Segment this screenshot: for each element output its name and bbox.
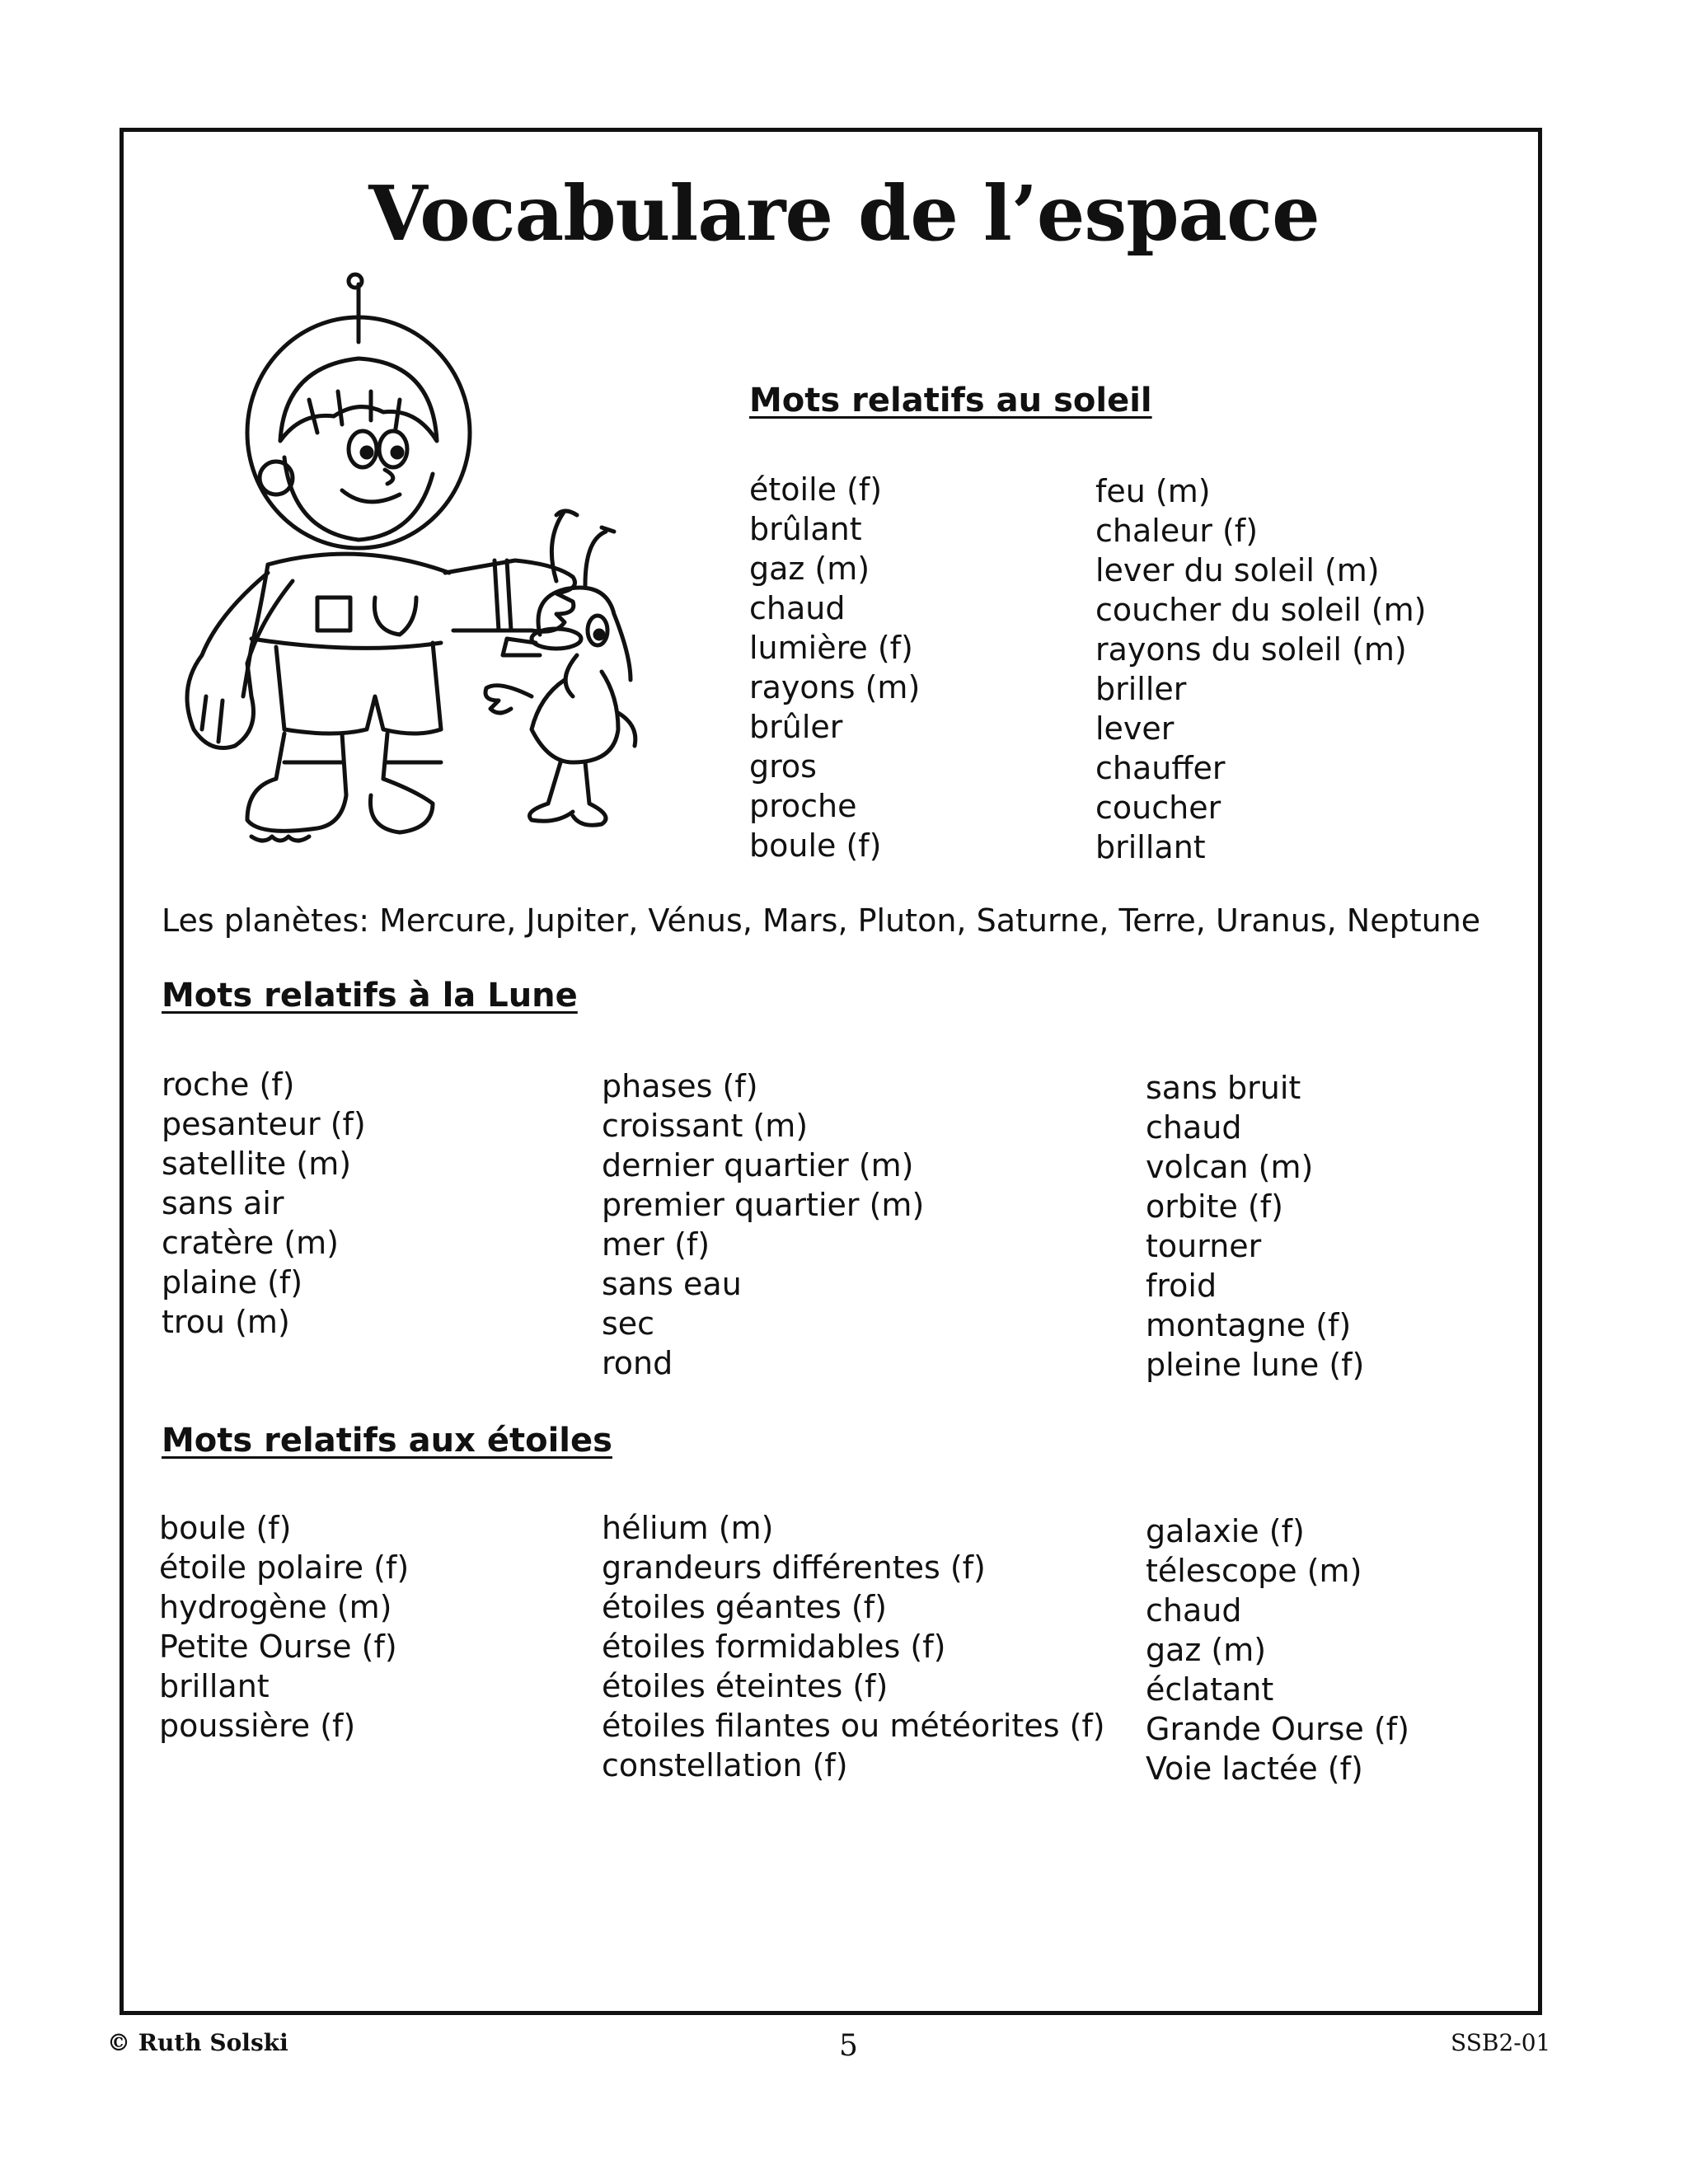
vocab-word: galaxie (f): [1146, 1513, 1305, 1549]
vocab-word: éclatant: [1146, 1671, 1274, 1708]
vocab-word: phases (f): [602, 1068, 758, 1104]
vocab-word: brûler: [749, 709, 843, 745]
etoiles-column-2: [602, 1508, 1105, 1785]
astronaut-illustration: [187, 274, 575, 841]
vocab-word: Voie lactée (f): [1146, 1750, 1363, 1787]
vocab-word: chaleur (f): [1095, 513, 1259, 549]
vocab-word: rond: [602, 1345, 673, 1381]
vocab-word: Petite Ourse (f): [159, 1629, 397, 1665]
vocab-word: étoiles formidables (f): [602, 1629, 946, 1665]
vocab-word: sans air: [162, 1185, 284, 1221]
planets-line: Les planètes: Mercure, Jupiter, Vénus, Mars, Pluton, Saturne, Terre, Uranus, Neptune: [162, 902, 1481, 939]
vocab-word: constellation (f): [602, 1747, 848, 1783]
vocab-word: plaine (f): [162, 1264, 303, 1301]
vocab-word: hélium (m): [602, 1510, 774, 1546]
vocab-word: hydrogène (m): [159, 1589, 392, 1625]
etoiles-column-3: [1146, 1511, 1409, 1788]
vocab-word: volcan (m): [1146, 1149, 1314, 1185]
soleil-column-2: [1095, 471, 1426, 867]
vocab-word: rayons (m): [749, 669, 921, 705]
vocab-word: étoiles géantes (f): [602, 1589, 887, 1625]
vocab-word: chaud: [749, 590, 846, 626]
vocab-word: froid: [1146, 1268, 1217, 1304]
vocab-word: télescope (m): [1146, 1553, 1362, 1589]
vocab-word: feu (m): [1095, 473, 1211, 509]
vocab-word: pleine lune (f): [1146, 1347, 1365, 1383]
vocab-word: rayons du soleil (m): [1095, 631, 1407, 668]
vocab-word: roche (f): [162, 1066, 295, 1103]
vocab-word: satellite (m): [162, 1146, 352, 1182]
lune-column-2: [602, 1066, 924, 1383]
vocab-word: sans eau: [602, 1266, 742, 1302]
vocab-word: étoiles filantes ou météorites (f): [602, 1708, 1105, 1744]
vocab-word: orbite (f): [1146, 1188, 1283, 1225]
soleil-column-1: [749, 470, 920, 865]
vocab-word: premier quartier (m): [602, 1187, 925, 1223]
alien-illustration: [485, 511, 635, 825]
footer-copyright: © Ruth Solski: [107, 2029, 288, 2056]
vocab-word: croissant (m): [602, 1108, 809, 1144]
vocab-word: brillant: [1095, 829, 1206, 865]
vocab-word: pesanteur (f): [162, 1106, 366, 1142]
vocab-word: gros: [749, 748, 817, 785]
heading-lune: Mots relatifs à la Lune: [162, 977, 578, 1015]
vocab-word: boule (f): [749, 827, 882, 864]
vocab-word: brillant: [159, 1668, 270, 1704]
vocab-word: étoile (f): [749, 471, 883, 508]
vocab-word: trou (m): [162, 1304, 290, 1340]
vocab-word: chauffer: [1095, 750, 1226, 786]
vocab-word: sec: [602, 1305, 655, 1342]
vocab-word: montagne (f): [1146, 1307, 1352, 1343]
vocab-word: grandeurs différentes (f): [602, 1549, 986, 1586]
lune-column-1: [162, 1065, 366, 1342]
astronaut-and-alien-illustration: [169, 268, 680, 861]
vocab-word: briller: [1095, 671, 1187, 707]
vocab-word: mer (f): [602, 1226, 710, 1263]
vocab-word: cratère (m): [162, 1225, 339, 1261]
vocab-word: coucher: [1095, 790, 1221, 826]
vocab-word: gaz (m): [1146, 1632, 1267, 1668]
vocab-word: Grande Ourse (f): [1146, 1711, 1409, 1747]
vocab-word: étoiles éteintes (f): [602, 1668, 889, 1704]
vocab-word: dernier quartier (m): [602, 1147, 914, 1183]
footer-code: SSB2-01: [1451, 2029, 1551, 2056]
etoiles-column-1: [159, 1508, 409, 1746]
vocab-word: boule (f): [159, 1510, 292, 1546]
heading-soleil: Mots relatifs au soleil: [749, 382, 1152, 419]
vocab-word: proche: [749, 788, 857, 824]
vocab-word: tourner: [1146, 1228, 1262, 1264]
heading-etoiles: Mots relatifs aux étoiles: [162, 1422, 612, 1460]
vocab-word: chaud: [1146, 1592, 1242, 1629]
vocab-word: gaz (m): [749, 551, 870, 587]
vocab-word: étoile polaire (f): [159, 1549, 410, 1586]
lune-column-3: [1146, 1068, 1364, 1385]
vocab-word: lumière (f): [749, 630, 913, 666]
vocab-word: coucher du soleil (m): [1095, 592, 1427, 628]
vocab-word: brûlant: [749, 511, 862, 547]
vocab-word: lever du soleil (m): [1095, 552, 1380, 588]
footer-page-number: 5: [839, 2029, 858, 2063]
vocab-word: poussière (f): [159, 1708, 356, 1744]
vocab-word: sans bruit: [1146, 1070, 1301, 1106]
vocab-word: lever: [1095, 710, 1175, 747]
page-title: Vocabulare de l’espace: [368, 169, 1320, 258]
vocab-word: chaud: [1146, 1109, 1242, 1146]
